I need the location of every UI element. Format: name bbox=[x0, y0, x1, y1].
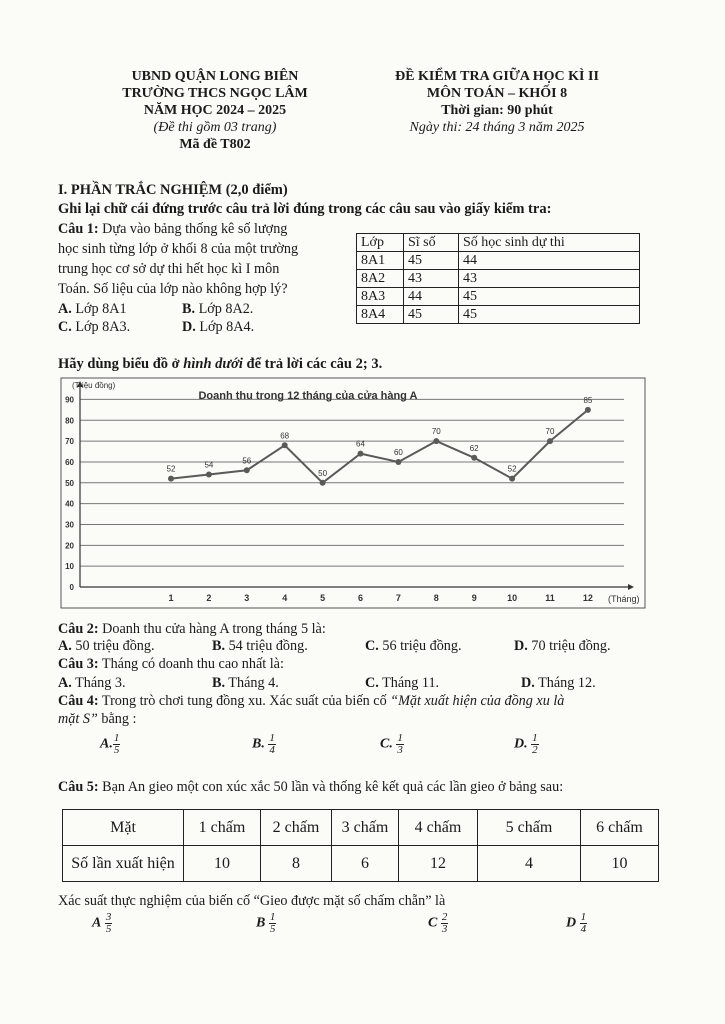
q2-option-b: 54 triệu đồng. bbox=[225, 638, 308, 654]
x-tick-label: 2 bbox=[206, 593, 212, 603]
q5-table bbox=[62, 809, 659, 882]
y-tick-label: 70 bbox=[65, 437, 74, 447]
q5-text: Bạn An gieo một con xúc xắc 50 lần và thống kê kết quả các lần gieo ở bảng sau: bbox=[98, 779, 564, 795]
q4-option-d bbox=[531, 733, 539, 756]
section-title: I. PHẦN TRẮC NGHIỆM (2,0 điểm) bbox=[58, 182, 288, 198]
table-header-cell: 1 chấm bbox=[184, 810, 261, 846]
q1-option-c: Lớp 8A3. bbox=[75, 319, 131, 335]
q5-option-c bbox=[441, 912, 449, 935]
q2-option-d: 70 triệu đồng. bbox=[527, 638, 611, 654]
y-tick-label: 10 bbox=[65, 562, 74, 572]
q1-label: Câu 1: bbox=[58, 221, 99, 237]
q1-option-a-letter: A. bbox=[58, 301, 72, 317]
q5-label: Câu 5: bbox=[58, 779, 99, 795]
data-point bbox=[358, 451, 364, 457]
y-tick-label: 50 bbox=[65, 478, 74, 488]
q3-options bbox=[58, 674, 658, 692]
table-header-cell: 2 chấm bbox=[261, 810, 332, 846]
exam-date: Ngày thi: 24 tháng 3 năm 2025 bbox=[409, 120, 585, 135]
chart-prompt-text-end: để trả lời các câu 2; 3. bbox=[242, 356, 383, 372]
q4-option-b bbox=[268, 733, 276, 756]
x-tick-label: 9 bbox=[471, 593, 477, 603]
data-label: 52 bbox=[507, 464, 517, 474]
data-label: 70 bbox=[431, 427, 441, 437]
q4-options bbox=[100, 733, 600, 763]
q1-option-b-letter: B. bbox=[182, 301, 196, 317]
data-label: 62 bbox=[469, 443, 479, 453]
x-tick-label: 10 bbox=[507, 593, 518, 603]
question-4 bbox=[58, 692, 658, 728]
q4-option-c-letter: C. bbox=[380, 736, 393, 752]
series-line bbox=[171, 410, 588, 483]
q1-line-1: Dựa vào bảng thống kê số lượng bbox=[102, 221, 288, 237]
table-cell: 10 bbox=[184, 846, 261, 882]
table-header-cell: Sĩ số bbox=[404, 234, 459, 252]
fraction-denominator: 2 bbox=[532, 744, 538, 756]
q4-option-a-letter: A. bbox=[100, 736, 113, 752]
q3-text: Tháng có doanh thu cao nhất là: bbox=[98, 656, 284, 672]
q3-option-c: Tháng 11. bbox=[378, 675, 440, 691]
table-cell: 8A1 bbox=[357, 252, 404, 270]
y-tick-label: 60 bbox=[65, 457, 74, 467]
q4-text-end: bằng : bbox=[97, 711, 137, 727]
x-tick-label: 11 bbox=[545, 593, 555, 603]
q3-option-a: Tháng 3. bbox=[71, 675, 126, 691]
table-row bbox=[63, 846, 659, 882]
table-cell: 43 bbox=[404, 270, 459, 288]
fraction-denominator: 5 bbox=[105, 923, 112, 935]
q2-option-d-letter: D. bbox=[514, 638, 528, 654]
data-label: 50 bbox=[318, 468, 328, 478]
x-tick-label: 8 bbox=[433, 593, 439, 603]
data-label: 85 bbox=[583, 395, 593, 405]
x-tick-label: 1 bbox=[168, 593, 174, 603]
data-point bbox=[320, 480, 326, 486]
duration: Thời gian: 90 phút bbox=[441, 103, 553, 118]
data-point bbox=[585, 407, 591, 413]
exam-title: ĐỀ KIỂM TRA GIỮA HỌC KÌ II bbox=[395, 69, 599, 84]
q2-option-b-letter: B. bbox=[212, 638, 226, 654]
q4-option-c bbox=[396, 733, 404, 756]
x-tick-label: 3 bbox=[244, 593, 250, 603]
q2-option-c-letter: C. bbox=[365, 638, 379, 654]
q1-option-c-letter: C. bbox=[58, 319, 72, 335]
district-name: UBND QUẬN LONG BIÊN bbox=[131, 69, 299, 84]
q4-option-a bbox=[113, 733, 121, 756]
fraction-numerator: 1 bbox=[113, 732, 120, 744]
subject: MÔN TOÁN – KHỐI 8 bbox=[426, 86, 568, 101]
y-tick-label: 90 bbox=[65, 395, 74, 405]
q1-line-3: trung học cơ sở dự thi hết học kì I môn bbox=[58, 261, 280, 277]
table-cell: 45 bbox=[404, 306, 459, 324]
data-label: 70 bbox=[545, 427, 555, 437]
table-row bbox=[357, 252, 640, 270]
chart-title: Doanh thu trong 12 tháng của cửa hàng A bbox=[198, 390, 418, 402]
header-left bbox=[95, 68, 335, 153]
data-label: 54 bbox=[204, 460, 214, 470]
q5-question: Xác suất thực nghiệm của biến cố “Gieo được mặt số chấm chẵn” là bbox=[58, 893, 446, 909]
q4-quote-end: mặt S” bbox=[58, 711, 98, 727]
table-cell: 4 bbox=[478, 846, 581, 882]
question-3 bbox=[58, 655, 284, 673]
fraction-denominator: 5 bbox=[113, 744, 120, 756]
data-point bbox=[244, 467, 250, 473]
table-cell: Số lần xuất hiện bbox=[63, 846, 184, 882]
table-row bbox=[357, 270, 640, 288]
table-cell: 43 bbox=[459, 270, 640, 288]
data-point bbox=[206, 471, 212, 477]
table-cell: 45 bbox=[404, 252, 459, 270]
q4-text: Trong trò chơi tung đồng xu. Xác suất của biến cố bbox=[98, 693, 391, 709]
y-tick-label: 40 bbox=[65, 499, 74, 509]
instruction: Ghi lại chữ cái đứng trước câu trả lời đúng trong các câu sau vào giấy kiểm tra: bbox=[58, 201, 552, 217]
y-axis-label: (Triệu đồng) bbox=[72, 381, 116, 390]
school-year: NĂM HỌC 2024 – 2025 bbox=[143, 103, 287, 118]
table-cell: 8A3 bbox=[357, 288, 404, 306]
x-tick-label: 4 bbox=[282, 593, 288, 603]
q3-label: Câu 3: bbox=[58, 656, 99, 672]
q3-option-d: Tháng 12. bbox=[534, 675, 596, 691]
fraction-numerator: 1 bbox=[269, 911, 276, 923]
q2-option-a: 50 triệu đồng. bbox=[71, 638, 155, 654]
q5-option-d bbox=[580, 912, 588, 935]
table-row bbox=[357, 288, 640, 306]
fraction-numerator: 1 bbox=[580, 911, 587, 923]
table-header-cell: 4 chấm bbox=[399, 810, 478, 846]
q2-text: Doanh thu cửa hàng A trong tháng 5 là: bbox=[98, 621, 326, 637]
table-cell: 12 bbox=[399, 846, 478, 882]
q4-label: Câu 4: bbox=[58, 693, 99, 709]
q5-option-d-letter: D bbox=[566, 915, 577, 931]
fraction-denominator: 4 bbox=[269, 744, 275, 756]
y-tick-label: 0 bbox=[69, 583, 74, 592]
q3-option-d-letter: D. bbox=[521, 675, 535, 691]
table-cell: 10 bbox=[581, 846, 659, 882]
chart-prompt-italic: hình dưới bbox=[183, 356, 243, 372]
data-point bbox=[433, 438, 439, 444]
table-row bbox=[357, 306, 640, 324]
q3-option-c-letter: C. bbox=[365, 675, 379, 691]
question-2 bbox=[58, 620, 326, 638]
q5-option-c-letter: C bbox=[428, 915, 438, 931]
page-count: (Đề thi gồm 03 trang) bbox=[153, 120, 277, 135]
data-point bbox=[395, 459, 401, 465]
x-tick-label: 7 bbox=[395, 593, 401, 603]
x-tick-label: 5 bbox=[320, 593, 326, 603]
data-point bbox=[282, 442, 288, 448]
q3-option-a-letter: A. bbox=[58, 675, 72, 691]
table-header-cell: 3 chấm bbox=[332, 810, 399, 846]
table-cell: 44 bbox=[404, 288, 459, 306]
q1-option-d: Lớp 8A4. bbox=[199, 319, 255, 335]
fraction-denominator: 4 bbox=[580, 923, 587, 935]
fraction-numerator: 1 bbox=[269, 732, 275, 744]
data-point bbox=[168, 476, 174, 482]
data-point bbox=[509, 476, 515, 482]
q4-quote: “Mặt xuất hiện của đồng xu là bbox=[390, 693, 565, 709]
y-tick-label: 30 bbox=[65, 520, 74, 530]
q5-option-a-letter: A bbox=[92, 915, 102, 931]
data-point bbox=[471, 455, 477, 461]
q2-label: Câu 2: bbox=[58, 621, 99, 637]
q1-options bbox=[58, 300, 348, 336]
x-axis-arrow bbox=[628, 584, 634, 590]
table-cell: 45 bbox=[459, 288, 640, 306]
fraction-denominator: 5 bbox=[269, 923, 276, 935]
q5-option-b bbox=[269, 912, 277, 935]
y-tick-label: 80 bbox=[65, 416, 74, 426]
table-cell: 45 bbox=[459, 306, 640, 324]
q1-line-4: Toán. Số liệu của lớp nào không hợp lý? bbox=[58, 281, 288, 297]
table-header-cell: Lớp bbox=[357, 234, 404, 252]
q3-option-b-letter: B. bbox=[212, 675, 226, 691]
table-header-cell: Mặt bbox=[63, 810, 184, 846]
fraction-numerator: 1 bbox=[532, 732, 538, 744]
x-axis-label: (Tháng) bbox=[608, 594, 640, 604]
data-label: 64 bbox=[356, 439, 365, 449]
q1-option-a: Lớp 8A1 bbox=[75, 301, 127, 317]
q5-option-a bbox=[105, 912, 113, 935]
fraction-numerator: 1 bbox=[397, 732, 403, 744]
y-tick-label: 20 bbox=[65, 541, 74, 551]
q5-options bbox=[92, 912, 612, 946]
table-cell: 8A2 bbox=[357, 270, 404, 288]
table-row bbox=[63, 810, 659, 846]
chart-frame bbox=[61, 378, 645, 608]
exam-code: Mã đề T802 bbox=[179, 137, 251, 152]
header-right bbox=[372, 68, 622, 136]
q2-option-a-letter: A. bbox=[58, 638, 72, 654]
fraction-denominator: 3 bbox=[441, 923, 448, 935]
data-label: 52 bbox=[166, 464, 176, 474]
q1-option-d-letter: D. bbox=[182, 319, 196, 335]
school-name: TRƯỜNG THCS NGỌC LÂM bbox=[122, 86, 308, 101]
q1-option-b: Lớp 8A2. bbox=[198, 301, 254, 317]
q4-option-d-letter: D. bbox=[514, 736, 528, 752]
data-point bbox=[547, 438, 553, 444]
table-cell: 8 bbox=[261, 846, 332, 882]
data-label: 60 bbox=[393, 447, 403, 457]
q2-option-c: 56 triệu đồng. bbox=[378, 638, 462, 654]
q5-option-b-letter: B bbox=[256, 915, 266, 931]
question-5 bbox=[58, 778, 678, 796]
fraction-numerator: 2 bbox=[441, 911, 448, 923]
x-tick-label: 12 bbox=[582, 593, 593, 603]
q2-options bbox=[58, 637, 658, 655]
table-header-cell: 5 chấm bbox=[478, 810, 581, 846]
q3-option-b: Tháng 4. bbox=[225, 675, 279, 691]
table-header-cell: Số học sinh dự thi bbox=[459, 234, 640, 252]
q1-line-2: học sinh từng lớp ở khối 8 của một trường bbox=[58, 241, 299, 257]
table-cell: 44 bbox=[459, 252, 640, 270]
q1-table bbox=[356, 233, 640, 324]
table-cell: 6 bbox=[332, 846, 399, 882]
x-tick-label: 6 bbox=[357, 593, 364, 603]
table-header-cell: 6 chấm bbox=[581, 810, 659, 846]
table-cell: 8A4 bbox=[357, 306, 404, 324]
revenue-line-chart bbox=[58, 375, 650, 613]
fraction-denominator: 3 bbox=[397, 744, 403, 756]
data-label: 56 bbox=[242, 456, 252, 466]
chart-prompt bbox=[58, 355, 382, 373]
question-1 bbox=[58, 220, 348, 298]
table-header-row bbox=[357, 234, 640, 252]
q4-option-b-letter: B. bbox=[252, 736, 265, 752]
chart-prompt-text: Hãy dùng biểu đồ ở bbox=[58, 356, 184, 372]
fraction-numerator: 3 bbox=[105, 911, 112, 923]
data-label: 68 bbox=[280, 431, 290, 441]
